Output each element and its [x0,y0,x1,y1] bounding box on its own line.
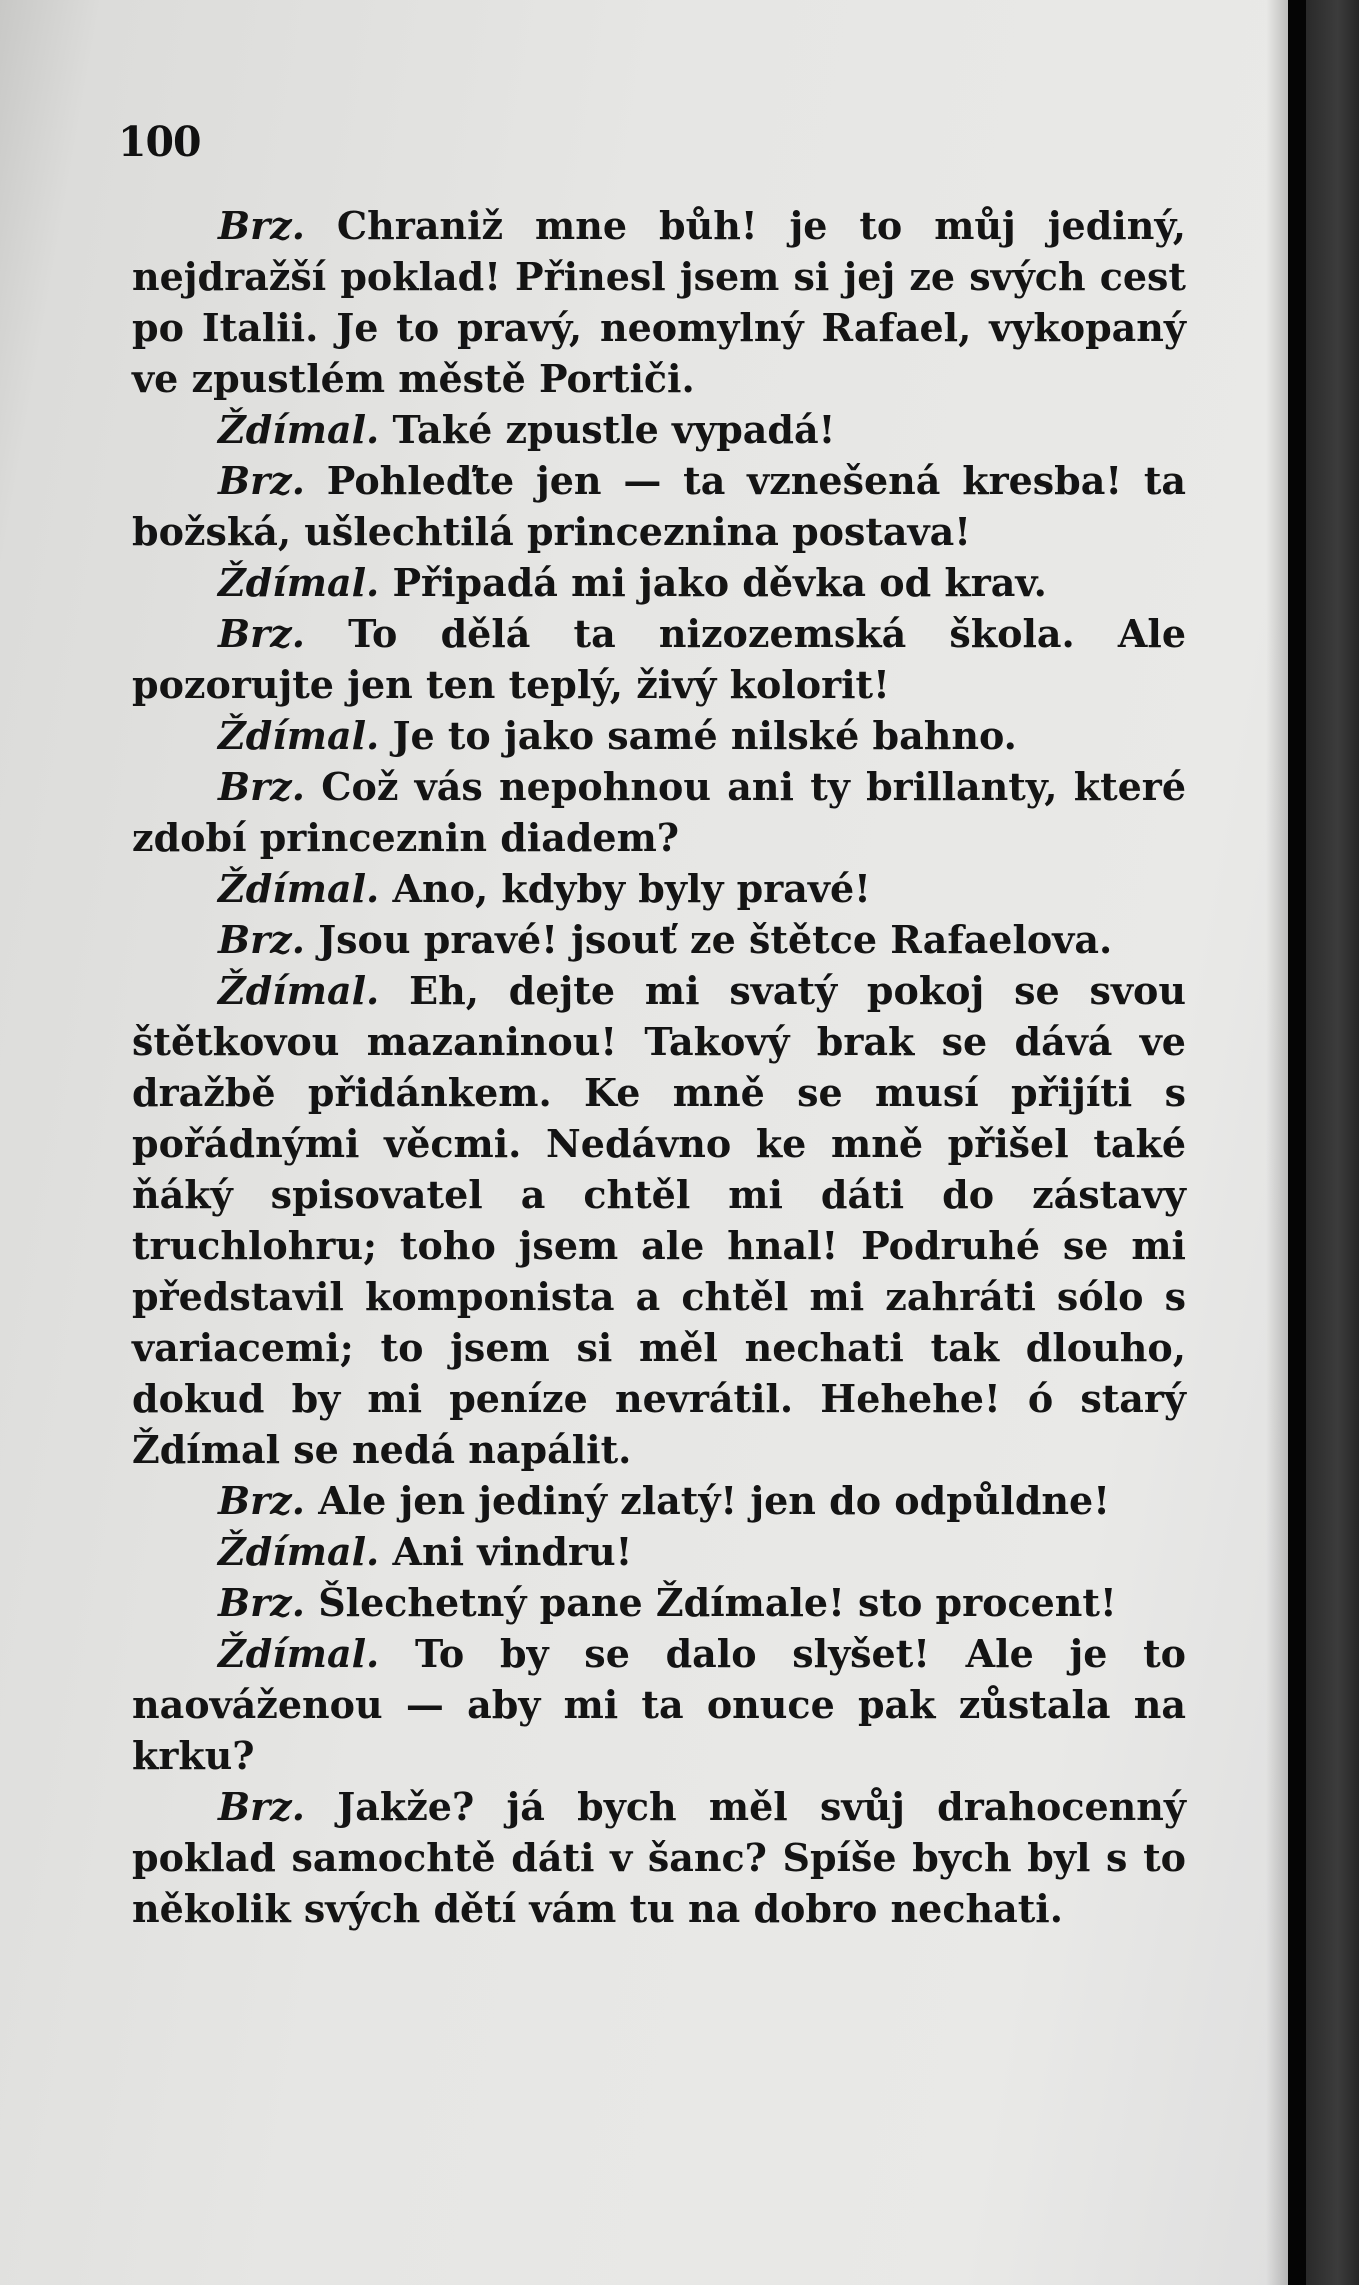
line-text: Což vás nepohnou ani ty brillanty, které zdobí princeznin diadem? [132,764,1187,860]
speaker-name: Ždímal. [218,407,380,452]
line-text: To by se dalo slyšet! Ale je to naováženou — aby mi ta onuce pak zůstala na krku? [132,1631,1187,1778]
dialogue-line [132,761,1186,863]
dialogue-line [132,1577,1186,1628]
speaker-name: Brz. [218,917,305,962]
speaker-name: Ždímal. [218,1631,380,1676]
line-text: Ani vindru! [392,1529,633,1574]
speaker-name: Brz. [218,1478,305,1523]
line-text: Jakže? já bych měl svůj drahocenný poklad samochtě dáti v šanc? Spíše bych byl s to několik svých dětí vám tu na dobro nechati. [132,1784,1186,1931]
dialogue-line [132,608,1186,710]
line-text: Chraniž mne bůh! je to můj jediný, nejdražší poklad! Přinesl jsem si jej ze svých cest po Italii. Je to pravý, neomylný Rafael, vykopaný ve zpustlém městě Portiči. [132,203,1186,401]
dialogue-line [132,914,1186,965]
dialogue-line [132,455,1186,557]
speaker-name: Brz. [218,458,305,503]
line-text: Také zpustle vypadá! [392,407,836,452]
speaker-name: Brz. [218,1580,305,1625]
dialogue-line [132,1628,1186,1781]
line-text: Jsou pravé! jsouť ze štětce Rafaelova. [318,917,1113,962]
speaker-name: Brz. [218,611,305,656]
speaker-name: Ždímal. [218,866,380,911]
line-text: Šlechetný pane Ždímale! sto procent! [318,1580,1117,1625]
dialogue-line [132,1526,1186,1577]
dialogue-line [132,557,1186,608]
line-text: Ale jen jediný zlatý! jen do odpůldne! [318,1478,1110,1523]
line-text: Je to jako samé nilské bahno. [392,713,1017,758]
speaker-name: Ždímal. [218,1529,380,1574]
book-spine-gutter [1288,0,1306,2285]
facing-page-edge [1306,0,1359,2285]
line-text: Eh, dejte mi svatý pokoj se svou štětkovou mazaninou! Takový brak se dává ve dražbě přidánkem. Ke mně se musí přijíti s pořádnými věcmi. Nedávno ke mně přišel také ňáký spisovatel a chtěl mi dáti do zástavy truchlohru; toho jsem ale hnal! Podruhé se mi představil komponista a chtěl mi zahráti sólo s variacemi; to jsem si měl nechati tak dlouho, dokud by mi peníze nevrátil. Hehehe! ó starý Ždímal se nedá napálit. [132,968,1186,1472]
dialogue-text [132,200,1186,1934]
speaker-name: Brz. [218,1784,305,1829]
line-text: Ano, kdyby byly pravé! [392,866,871,911]
dialogue-line [132,863,1186,914]
line-text: To dělá ta nizozemská škola. Ale pozorujte jen ten teplý, živý kolorit! [132,611,1187,707]
speaker-name: Ždímal. [218,560,380,605]
dialogue-line [132,1781,1186,1934]
speaker-name: Ždímal. [218,713,380,758]
dialogue-line [132,965,1186,1475]
dialogue-line [132,1475,1186,1526]
dialogue-line [132,200,1186,404]
speaker-name: Ždímal. [218,968,380,1013]
page-number: 100 [118,118,201,166]
dialogue-line [132,710,1186,761]
dialogue-line [132,404,1186,455]
speaker-name: Brz. [218,203,305,248]
line-text: Pohleďte jen — ta vznešená kresba! ta božská, ušlechtilá princeznina postava! [132,458,1187,554]
line-text: Připadá mi jako děvka od krav. [392,560,1047,605]
speaker-name: Brz. [218,764,305,809]
